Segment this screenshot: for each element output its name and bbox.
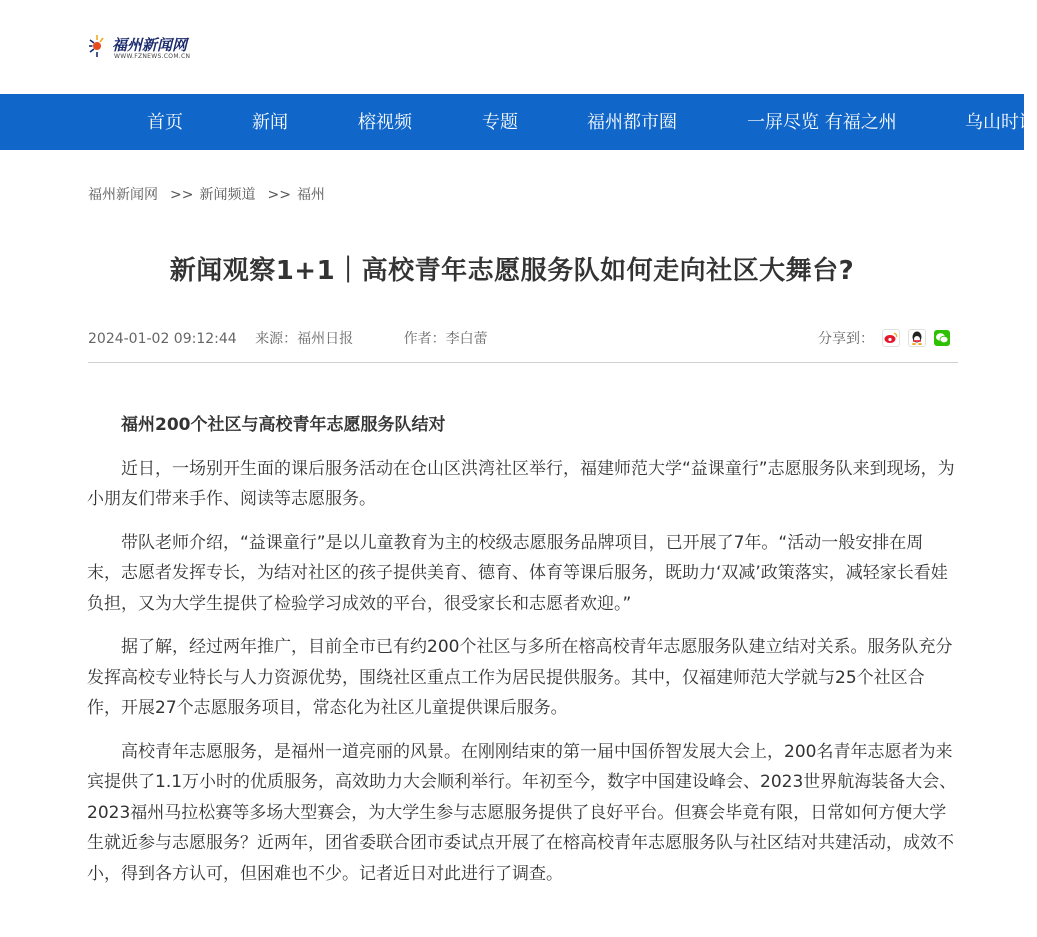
article-paragraph: 据了解，经过两年推广，目前全市已有约200个社区与多所在榕高校青年志愿服务队建立结对关系。服务队充分发挥高校专业特长与人力资源优势，围绕社区重点工作为居民提供服务。其中，仅福建师范大学就与25个社区合作，开展27个志愿服务项目，常态化为社区儿童提供课后服务。 [87,637,953,718]
article-body [87,410,957,902]
logo-subtext: WWW.FZNEWS.COM.CN [114,53,191,60]
article-meta [88,328,488,348]
article-datetime: 2024-01-02 09:12:44 [88,331,237,347]
article-author: 作者：李白蕾 [403,331,488,347]
breadcrumb-home[interactable]: 福州新闻网 [88,187,158,203]
breadcrumb-news-channel[interactable]: 新闻频道 [199,187,256,203]
nav-item-news[interactable]: 新闻 [252,112,288,133]
share-bar [818,328,950,348]
logo-sunburst-icon [88,32,114,60]
weibo-icon[interactable] [882,329,900,347]
site-logo[interactable] [88,32,218,64]
article-paragraph: 带队老师介绍，“益课童行”是以儿童教育为主的校级志愿服务品牌项目，已开展了7年。“活动一般安排在周末，志愿者发挥专长，为结对社区的孩子提供美育、德育、体育等课后服务，既助力‘双减’政策落实，减轻家长看娃负担，又为大学生提供了检验学习成效的平台，很受家长和志愿者欢迎。” [87,532,948,614]
main-nav [0,94,1037,150]
breadcrumb-fuzhou[interactable]: 福州 [296,187,325,203]
meta-divider [88,362,958,363]
article-title: 新闻观察1+1｜高校青年志愿服务队如何走向社区大舞台? [169,256,855,286]
nav-item-topics[interactable]: 专题 [482,112,518,133]
breadcrumb-separator: >> [267,187,291,203]
qq-icon[interactable] [908,329,926,347]
nav-item-overview[interactable]: 一屏尽览 有福之州 [747,112,897,133]
share-label: 分享到： [818,331,874,347]
site-header [0,0,1024,94]
nav-item-commentary[interactable]: 乌山时评 [965,112,1037,133]
nav-item-video[interactable]: 榕视频 [358,112,412,133]
article-paragraph: 近日，一场别开生面的课后服务活动在仓山区洪湾社区举行，福建师范大学“益课童行”志愿服务队来到现场，为小朋友们带来手作、阅读等志愿服务。 [87,458,955,509]
breadcrumb [88,184,331,204]
nav-item-home[interactable]: 首页 [147,112,183,133]
article-lead: 福州200个社区与高校青年志愿服务队结对 [121,415,446,435]
article-paragraph: 高校青年志愿服务，是福州一道亮丽的风景。在刚刚结束的第一届中国侨智发展大会上，200名青年志愿者为来宾提供了1.1万小时的优质服务，高效助力大会顺利举行。年初至今，数字中国建设峰会、2023世界航海装备大会、2023福州马拉松赛等多场大型赛会，为大学生参与志愿服务提供了良好平台。但赛会毕竟有限，日常如何方便大学生就近参与志愿服务？近两年，团省委联合团市委试点开展了在榕高校青年志愿服务队与社区结对共建活动，成效不小，得到各方认可，但困难也不少。记者近日对此进行了调查。 [87,741,957,884]
wechat-icon[interactable] [934,330,950,346]
logo-text: 福州新闻网 [112,36,188,54]
article-source: 来源：福州日报 [255,331,354,347]
breadcrumb-separator: >> [170,187,194,203]
nav-item-metro[interactable]: 福州都市圈 [587,112,677,133]
